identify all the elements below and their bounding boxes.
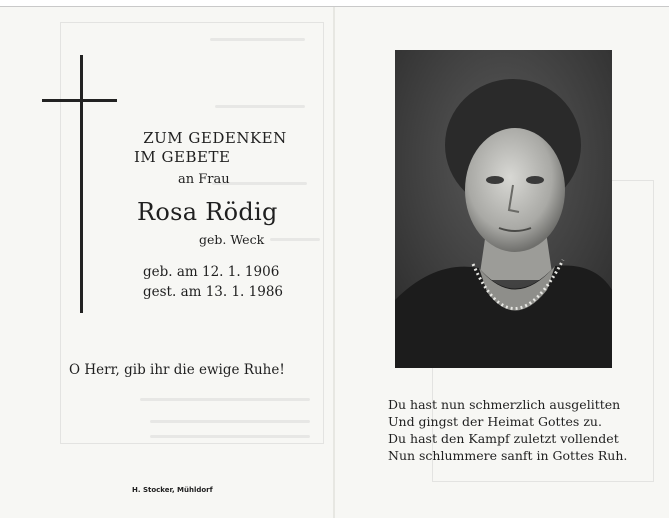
- show-through-frame: [60, 22, 324, 444]
- show-through-line: [215, 105, 305, 108]
- maiden-name: geb. Weck: [199, 232, 265, 247]
- show-through-line: [150, 435, 310, 438]
- show-through-line: [140, 398, 310, 401]
- verse-line: Und gingst der Heimat Gottes zu.: [388, 414, 602, 429]
- verse-line: Du hast nun schmerzlich ausgelitten: [388, 397, 621, 412]
- salutation: an Frau: [178, 172, 230, 187]
- cross-horizontal-bar: [42, 99, 117, 102]
- cross-vertical-bar: [80, 55, 83, 313]
- memorial-heading-line-2: IM GEBETE: [134, 148, 231, 166]
- portrait-illustration: [395, 50, 612, 368]
- birth-date: geb. am 12. 1. 1906: [143, 264, 280, 280]
- show-through-line: [150, 420, 310, 423]
- memorial-verse: [388, 396, 627, 464]
- deceased-name: Rosa Rödig: [137, 198, 278, 226]
- portrait-photo: [395, 50, 612, 368]
- death-date: gest. am 13. 1. 1986: [143, 284, 283, 300]
- show-through-line: [210, 38, 305, 41]
- verse-line: Du hast den Kampf zuletzt vollendet: [388, 431, 619, 446]
- top-border: [0, 0, 669, 7]
- card-fold: [333, 7, 335, 518]
- memorial-heading-line-1: ZUM GEDENKEN: [143, 129, 287, 147]
- prayer-line: O Herr, gib ihr die ewige Ruhe!: [69, 362, 285, 378]
- verse-line: Nun schlummere sanft in Gottes Ruh.: [388, 448, 628, 463]
- printer-imprint: H. Stocker, Mühldorf: [132, 486, 213, 494]
- show-through-line: [270, 238, 320, 241]
